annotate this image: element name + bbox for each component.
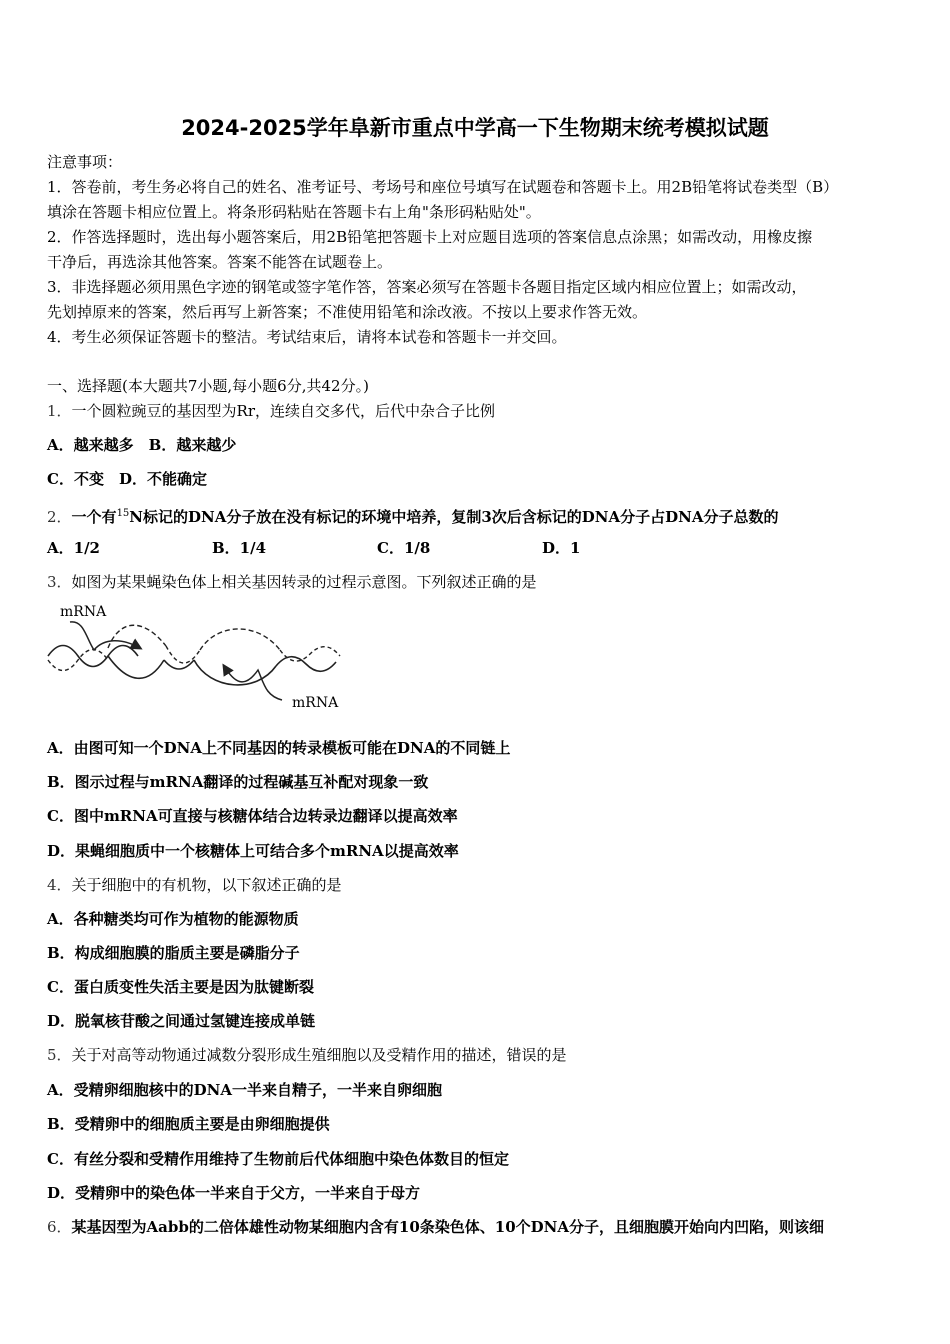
- question-5-option-d: D．受精卵中的染色体一半来自于父方，一半来自于母方: [47, 1184, 421, 1202]
- question-5-stem: [47, 1045, 917, 1065]
- bubble-1-solid: [108, 656, 164, 678]
- dna-strand-solid-right: [276, 657, 336, 672]
- section-heading: 一、选择题(本大题共7小题,每小题6分,共42分。): [47, 377, 369, 395]
- question-1-number: 1．: [47, 402, 72, 420]
- question-2-number: 2．: [47, 508, 72, 526]
- question-4-text: 关于细胞中的有机物，以下叙述正确的是: [71, 876, 342, 894]
- dna-strand-dashed-right: [280, 647, 340, 661]
- question-5-number: 5．: [47, 1046, 72, 1064]
- question-3-option-b: B．图示过程与mRNA翻译的过程碱基互补配对现象一致: [47, 773, 429, 791]
- question-4-option-a: A．各种糖类均可作为植物的能源物质: [47, 910, 299, 928]
- question-5-option-a: A．受精卵细胞核中的DNA一半来自精子，一半来自卵细胞: [47, 1081, 442, 1099]
- question-1-stem: [47, 401, 917, 421]
- page-title: 2024-2025学年阜新市重点中学高一下生物期末统考模拟试题: [181, 116, 769, 140]
- question-1-options-ab: A．越来越多 B．越来越少: [47, 436, 237, 454]
- question-3-text: 如图为某果蝇染色体上相关基因转录的过程示意图。下列叙述正确的是: [71, 573, 537, 591]
- question-4-option-c: C．蛋白质变性失活主要是因为肽键断裂: [47, 978, 314, 996]
- question-1-options-cd: C．不变 D．不能确定: [47, 470, 207, 488]
- notice-line-1: 1．答卷前，考生务必将自己的姓名、准考证号、考场号和座位号填写在试题卷和答题卡上。用2B铅笔将试卷类型（B）: [47, 178, 839, 196]
- transcription-diagram: [44, 598, 354, 716]
- bubble-1-dashed: [108, 625, 166, 648]
- notice-line-3: 2．作答选择题时，选出每小题答案后，用2B铅笔把答题卡上对应题目选项的答案信息点涂黑；如需改动，用橡皮擦: [47, 228, 813, 246]
- notice-line-7: 4．考生必须保证答题卡的整洁。考试结束后，请将本试卷和答题卡一并交回。: [47, 328, 567, 346]
- bubble-2-solid: [194, 660, 276, 685]
- question-3-number: 3．: [47, 573, 72, 591]
- isotope-superscript: 15: [116, 508, 130, 519]
- question-2-option-d: D．1: [542, 539, 581, 557]
- notice-line-4: 干净后，再选涂其他答案。答案不能答在试题卷上。: [47, 253, 393, 271]
- question-5-option-c: C．有丝分裂和受精作用维持了生物前后代体细胞中染色体数目的恒定: [47, 1150, 509, 1168]
- mrna-label-bottom: mRNA: [292, 695, 339, 711]
- question-3-option-a: A．由图可知一个DNA上不同基因的转录模板可能在DNA的不同链上: [47, 739, 511, 757]
- question-6-stem: [47, 1217, 927, 1237]
- question-2-option-b: B．1/4: [212, 539, 267, 557]
- bubble-2-dashed: [200, 629, 280, 650]
- question-4-number: 4．: [47, 876, 72, 894]
- dna-strand-dashed-left: [48, 650, 108, 671]
- question-4-option-b: B．构成细胞膜的脂质主要是磷脂分子: [47, 944, 300, 962]
- question-4-stem: [47, 875, 917, 895]
- question-1-text: 一个圆粒豌豆的基因型为Rr，连续自交多代，后代中杂合子比例: [71, 402, 496, 420]
- question-5-option-b: B．受精卵中的细胞质主要是由卵细胞提供: [47, 1115, 330, 1133]
- question-3-stem: [47, 572, 917, 592]
- notice-line-6: 先划掉原来的答案，然后再写上新答案；不准使用铅笔和涂改液。不按以上要求作答无效。: [47, 303, 648, 321]
- question-6-text: 某基因型为Aabb的二倍体雄性动物某细胞内含有10条染色体、10个DNA分子，且细胞膜开始向内凹陷，则该细: [71, 1218, 824, 1236]
- question-6-number: 6．: [47, 1218, 72, 1236]
- notice-line-2: 填涂在答题卡相应位置上。将条形码粘贴在答题卡右上角"条形码粘贴处"。: [47, 203, 541, 221]
- notice-line-5: 3．非选择题必须用黑色字迹的钢笔或签字笔作答，答案必须写在答题卡各题目指定区域内相应位置上；如需改动，: [47, 278, 807, 296]
- question-2-stem: [47, 504, 917, 527]
- question-2-text-post: N标记的DNA分子放在没有标记的环境中培养，复制3次后含标记的DNA分子占DNA分子总数的: [129, 508, 779, 526]
- question-2-text-pre: 一个有: [71, 508, 117, 526]
- mrna-label-top: mRNA: [60, 604, 107, 620]
- question-3-option-c: C．图中mRNA可直接与核糖体结合边转录边翻译以提高效率: [47, 807, 458, 825]
- question-2-option-c: C．1/8: [377, 539, 431, 557]
- question-2-option-a: A．1/2: [47, 539, 100, 557]
- question-5-text: 关于对高等动物通过减数分裂形成生殖细胞以及受精作用的描述，错误的是: [71, 1046, 567, 1064]
- question-3-option-d: D．果蝇细胞质中一个核糖体上可结合多个mRNA以提高效率: [47, 842, 459, 860]
- notice-heading: 注意事项：: [47, 153, 123, 171]
- question-4-option-d: D．脱氧核苷酸之间通过氢键连接成单链: [47, 1012, 316, 1030]
